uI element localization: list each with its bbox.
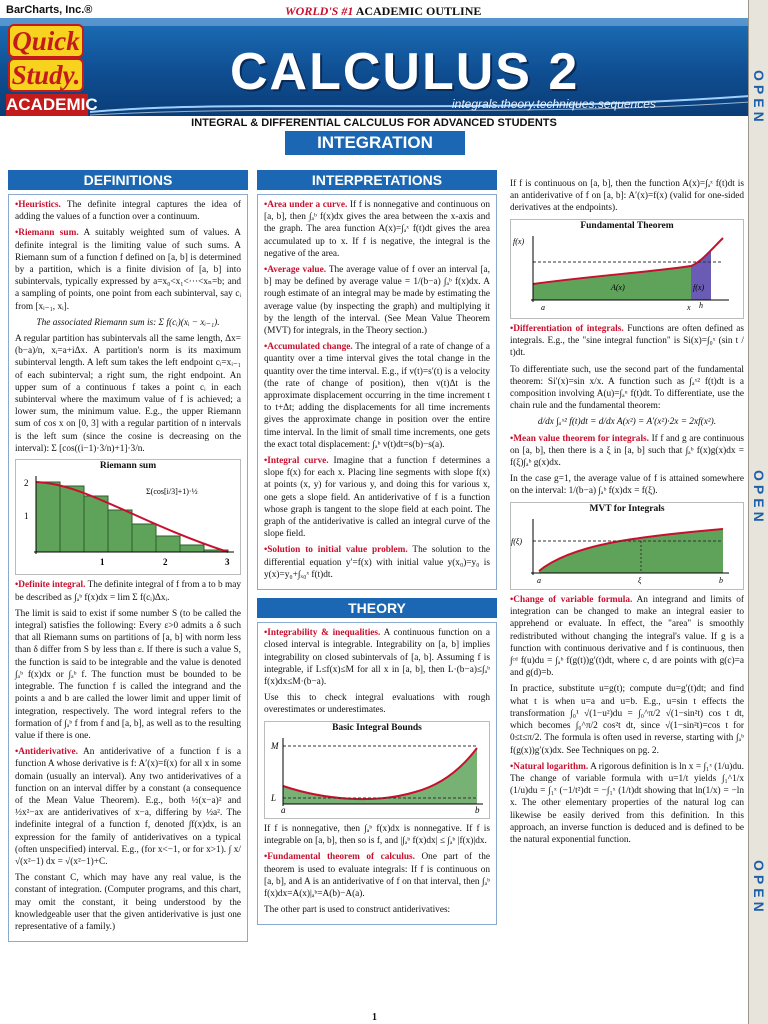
definitions-column (8, 170, 248, 942)
tagline-suffix: ACADEMIC OUTLINE (355, 4, 482, 18)
interpretations-heading: INTERPRETATIONS (257, 170, 497, 190)
mvt-label-a: a (537, 575, 541, 585)
integrability-text: A continuous function on a closed interval is integrable. Integrability on [a, b] implies integrability on closed subintervals of [a, b]. Assuming f is integrable, if L≤f(x)≤M for all x in [a, b], then L·(b−a)≤∫ₐᵇ f(x)dx≤M·(b−a). (264, 628, 490, 687)
logo-word-academic: ACADEMIC (6, 95, 98, 114)
bounds-fig-title: Basic Integral Bounds (332, 722, 422, 733)
antiderivative-paragraph (15, 746, 241, 868)
riemann-ytick-2: 2 (24, 478, 29, 489)
banner-stripe (0, 18, 748, 26)
tagline-prefix: WORLD'S #1 (285, 4, 354, 18)
ft-label-a: a (541, 302, 545, 312)
average-paragraph (264, 264, 490, 337)
heuristics-paragraph (15, 199, 241, 223)
integrability-paragraph (264, 627, 490, 688)
riemann-fig-title: Riemann sum (99, 461, 157, 472)
integral-curve-paragraph (264, 455, 490, 540)
interpretations-box (257, 194, 497, 590)
average-text: The average value of f over an interval [a, b] may be defined by average value = 1/(b−a) ∫ₐᵇ f(x)dx. A rough estimate of an integral may be made by estimating the average value (by inspecting the graph) and multiplying it by the length of the interval. (See Mean Value Theorem (MVT) for integrals, in the Theory section.) (264, 265, 490, 337)
mvt-label: •Mean value theorem for integrals. (510, 433, 649, 444)
riemann-ytick-1: 1 (24, 511, 29, 522)
heuristics-label: •Heuristics. (15, 200, 61, 210)
natural-log-text: A rigorous definition is ln x = ∫₁ˣ (1/u)du. The change of variable formula with u=1/t yields ∫₁^1/x (1/u)du = ∫₁ˣ (−1/t²)dt = −∫₁ˣ (1/t)dt showing that ln(1/x) = −ln x. The other elementary properties of the natural log can likewise be easily derived from this definition. In this approach, an inverse function is deduced and is defined to be the natural exponential function. (510, 761, 744, 845)
differentiation-paragraph (510, 323, 744, 360)
riemann-text: A suitably weighted sum of values. A definite integral is the limiting value of such sums. A Riemann sum of a function f defined on [a, b] is determined by a partition, which is a finite division of [a, b] into subintervals, typically expressed by a=x₀<x₁<···<xₙ=b; and a sampling of points, one point from each subinterval, say cᵢ from [xᵢ₋₁, xᵢ]. (15, 228, 242, 312)
definite-text: The definite integral of f from a to b may be described as ∫ₐᵇ f(x)dx = lim Σ f(cᵢ)Δxᵢ. (15, 580, 242, 603)
bounds-label-M: M (271, 740, 279, 751)
average-label: •Average value. (264, 265, 327, 276)
ft-label-fx: f(x) (513, 236, 525, 246)
logo-word-study: Study. (8, 58, 84, 92)
change-of-variable-paragraph-2: In practice, substitute u=g(t); compute du=g′(t)dt; and find what t is when u=a and u=b. E.g., u=sin t effects the transformation ∫₀¹ √(1−u²)du = ∫₀^π/2 √(1−sin²t) cos t dt, which becomes ∫₀^π/2 cos²t dt, since √(1−sin²t)=cos t for 0≤t≤π/2. The formula is often used in reverse, starting with ∫ₐᵇ f(g(x))g′(x)dx. See Techniques on pg. 2. (510, 684, 744, 756)
logo-word-quick: Quick (8, 24, 84, 58)
page-title: CALCULUS 2 (230, 43, 580, 101)
antiderivative-label: •Antiderivative. (15, 747, 78, 758)
area-paragraph (264, 199, 490, 260)
other-part-paragraph: The other part is used to construct antiderivatives: (264, 905, 451, 916)
change-of-variable-text: An integrand and limits of integration can be changed to make an integral easier to apprehend or evaluate. In effect, the "area" is smoothly redistributed without changing the integral's value. If g is a function with continuous derivative and f is continuous, then ∫ᶜᵈ f(u)du = ∫ₐᵇ f(g(t))g′(t)dt, where c, d are points with g(c)=a and g(d)=b. (510, 595, 744, 679)
theory-heading: THEORY (257, 598, 497, 618)
differentiation-label: •Differentiation of integrals. (510, 324, 624, 335)
initial-value-label: •Solution to initial value problem. (264, 545, 408, 556)
mvt-paragraph (510, 433, 744, 470)
mvt-paragraph-2: In the case g=1, the average value of f is attained somewhere on the interval: 1/(b−a) ∫ₐᵇ f(x)dx = f(ξ). (510, 474, 744, 497)
area-label: •Area under a curve. (264, 200, 348, 210)
definitions-box (8, 194, 248, 942)
riemann-xtick-2: 2 (163, 557, 168, 568)
use-paragraph: Use this to check integral evaluations with rough overestimates or underestimates. (264, 693, 490, 716)
ft-label-h: h (699, 300, 703, 310)
theory-box (257, 622, 497, 925)
publisher-brand: BarCharts, Inc.® (6, 4, 93, 16)
tagline (285, 4, 481, 19)
bounds-label-b: b (475, 804, 480, 814)
page-number: 1 (372, 1012, 377, 1023)
mvt-figure (510, 502, 744, 590)
initial-value-text: The solution to the differential equation y′=f(x) with initial value y(x₀)=y₀ is y(x)=y₀+∫ₓ₀ˣ f(t)dt. (264, 545, 490, 580)
integral-curve-text: Imagine that a function f determines a slope f(x) for each x. Placing line segments with slope f(x) at points (x, y) for various y, and doing this for various x, one gets a slope field. An antiderivative of f is a function whose graph is tangent to the slope field at each point. The graph of the antiderivative is called an integral curve of the slope field. (264, 456, 491, 540)
bounds-label-L: L (271, 792, 277, 803)
riemann-sum-formula: The associated Riemann sum is: Σ f(cᵢ)(xᵢ − xᵢ₋₁). (36, 317, 220, 328)
side-tab-open-middle[interactable]: OPEN (751, 470, 767, 526)
mvt-fig-title: MVT for Integrals (589, 503, 665, 514)
fundamental-theorem-chart (511, 232, 737, 314)
ftc-intro-paragraph: If f is continuous on [a, b], then the function A(x)=∫ₐˣ f(t)dt is an antiderivative of f on [a, b]: A′(x)=f(x) (valid for one-sided derivatives at the endpoints). (510, 179, 744, 214)
definite-label: •Definite integral. (15, 580, 86, 591)
accumulated-paragraph (264, 341, 490, 451)
regular-partition-text: A regular partition has subintervals all the same length, Δx=(b−a)/n, xᵢ=a+iΔx. A partition's norm is its maximum subinterval length. A left sum takes the left endpoint cᵢ=xᵢ₋₁ of each subinterval; a right sum, the right endpoint. An upper sum of a continuous f takes a point cᵢ in each subinterval where the maximum value of f is achieved; a lower sum, the minimum value. E.g., the upper Riemann sum of cos x on [0, 3] with a regular partition of n intervals is the left sum (since the cosine is decreasing on the interval): Σ [cos((i−1)·3/n)+1]·3/n. (15, 334, 241, 454)
natural-log-label: •Natural logarithm. (510, 761, 589, 772)
bounds-label-a: a (281, 804, 286, 814)
area-text: If f is nonnegative and continuous on [a, b], then ∫ₐᵇ f(x)dx gives the area between the x-axis and the graph. The area function A(x)=∫ₐˣ f(t)dt gives the area accumulated up to x. If f is negative, the integral is the negative of the area. (264, 200, 490, 259)
ftc-paragraph (264, 851, 490, 900)
ft-fig-title: Fundamental Theorem (580, 220, 674, 231)
riemann-xtick-3: 3 (225, 557, 230, 568)
riemann-xtick-1: 1 (100, 557, 105, 568)
ft-label-x: x (687, 302, 691, 312)
side-tab-open-bottom[interactable]: OPEN (751, 860, 767, 916)
differentiation-paragraph-2: To differentiate such, use the second part of the fundamental theorem: Si′(x)=sin x/x. A function such as ∫ₐˣ² f(t)dt is a composition involving A(u)=∫ₐᵘ f(t)dt. To differentiate, use the chain rule and the fundamental theorem: (510, 364, 744, 412)
page-subtitle: INTEGRAL & DIFFERENTIAL CALCULUS FOR ADVANCED STUDENTS (191, 117, 557, 129)
interpretations-column (257, 170, 497, 925)
mvt-chart (511, 515, 737, 585)
accumulated-label: •Accumulated change. (264, 342, 353, 353)
limit-paragraph: The limit is said to exist if some number S (to be called the integral) satisfies the following: Every ε>0 admits a δ such that all Riemann sums on partitions of [a, b] with norm less than δ differ from S by less than ε. If there is such a value S, the function is said to be integrable and the value is denoted ∫ₐᵇ f(x)dx or ∫ₐᵇ f. The function must be bounded to be integrable. The function f is called the integrand and the points a and b are called the lower limit and upper limit of integration, respectively. The word integral refers to the formation of ∫ₐᵇ f from f and [a, b], as well as to the resulting value if there is one. (15, 608, 241, 741)
antiderivative-text: An antiderivative of a function f is a function A whose derivative is f: A′(x)=f(x) for all x in some domain (usually an interval). Any two antiderivatives of a function on an interval differ by a constant (a consequence of the Mean Value Theorem). E.g., both ½(x−a)² and ½x²−ax are antiderivatives of x−a, differing by ½a². The indefinite integral of a function f, denoted ∫f(x)dx, is an expression for the family of antiderivatives on a typical (often unspecified) interval. E.g., (for x<−1, or for x>1). ∫ x/√(x²−1) dx = √(x²−1)+C. (15, 747, 241, 867)
ft-label-Ax: A(x) (611, 282, 625, 292)
integral-curve-label: •Integral curve. (264, 456, 329, 467)
mvt-label-xi: ξ (638, 575, 642, 585)
nonnegative-paragraph: If f is nonnegative, then ∫ₐᵇ f(x)dx is nonnegative. If f is integrable on [a, b], then so is f, and |∫ₐᵇ f(x)dx| ≤ ∫ₐᵇ |f(x)|dx. (264, 823, 490, 847)
accumulated-text: The integral of a rate of change of a quantity over a time interval gives the total change in the quantity over the time interval. E.g., if v(t)=s′(t) is a velocity (the rate of change of position), then v(t)Δt is the approximate displacement occurring in the time increment t to t+Δt; adding the displacements for all time increments gives the approximate change in position over the entire time interval. In the limit of small time increments, one gets the exact total displacement: ∫ₐᵇ v(t)dt=s(b)−s(a). (264, 342, 490, 450)
definitions-heading: DEFINITIONS (8, 170, 248, 190)
integrability-label: •Integrability & inequalities. (264, 628, 381, 639)
mvt-label-b: b (719, 575, 723, 585)
theory-continued-column (510, 178, 744, 850)
definite-integral-paragraph (15, 579, 241, 603)
differentiation-equation: d/dx ∫ₐˣ² f(t)dt = d/dx A(x²) = A′(x²)·2x = 2xf(x²). (537, 417, 717, 428)
constant-paragraph: The constant C, which may have any real value, is the constant of integration. (Computer programs, and this chart, may omit the constant, it being understood by the knowledgeable user that the given antiderivative is just one representative of a family.) (15, 873, 241, 932)
fundamental-theorem-figure (510, 219, 744, 319)
riemann-fig-formula: Σ(cos[i/3]+1)·½ (146, 487, 198, 497)
side-open-tabs[interactable] (748, 0, 768, 1024)
initial-value-paragraph (264, 544, 490, 581)
change-of-variable-label: •Change of variable formula. (510, 595, 633, 606)
ftc-label: •Fundamental theorem of calculus. (264, 852, 415, 863)
mvt-text: If f and g are continuous on [a, b], then there is a ξ in [a, b] such that ∫ₐᵇ f(x)g(x)dx = f(ξ)∫ₐᵇ g(x)dx. (510, 433, 744, 469)
integral-bounds-chart (265, 734, 491, 814)
differentiation-text: Functions are often defined as integrals. E.g., the "sine integral function" is Si(x)=∫₀ˣ (sin t / t)dt. (510, 324, 744, 359)
natural-log-paragraph (510, 761, 744, 846)
riemann-sum-chart (16, 472, 242, 570)
riemann-sum-figure (15, 459, 241, 575)
heuristics-text: The definite integral captures the idea of adding the values of a function over a continuum. (15, 200, 241, 223)
title-subline: integrals.theory.techniques.sequences (452, 97, 656, 111)
section-heading: INTEGRATION (285, 131, 465, 155)
side-tab-open-top[interactable]: OPEN (751, 70, 767, 126)
ft-label-fx2: f(x) (693, 282, 705, 292)
ftc-text: One part of the theorem is used to evaluate integrals: If f is continuous on [a, b], and A is an antiderivative of f on that interval, then ∫ₐᵇ f(x)dx=A(x)|ₐᵇ=A(b)−A(a). (264, 852, 490, 899)
riemann-paragraph (15, 227, 241, 312)
change-of-variable-paragraph (510, 594, 744, 679)
quickstudy-logo (4, 22, 98, 118)
riemann-label: •Riemann sum. (15, 228, 79, 239)
integral-bounds-figure (264, 721, 490, 819)
mvt-label-fxi: f(ξ) (511, 536, 522, 546)
